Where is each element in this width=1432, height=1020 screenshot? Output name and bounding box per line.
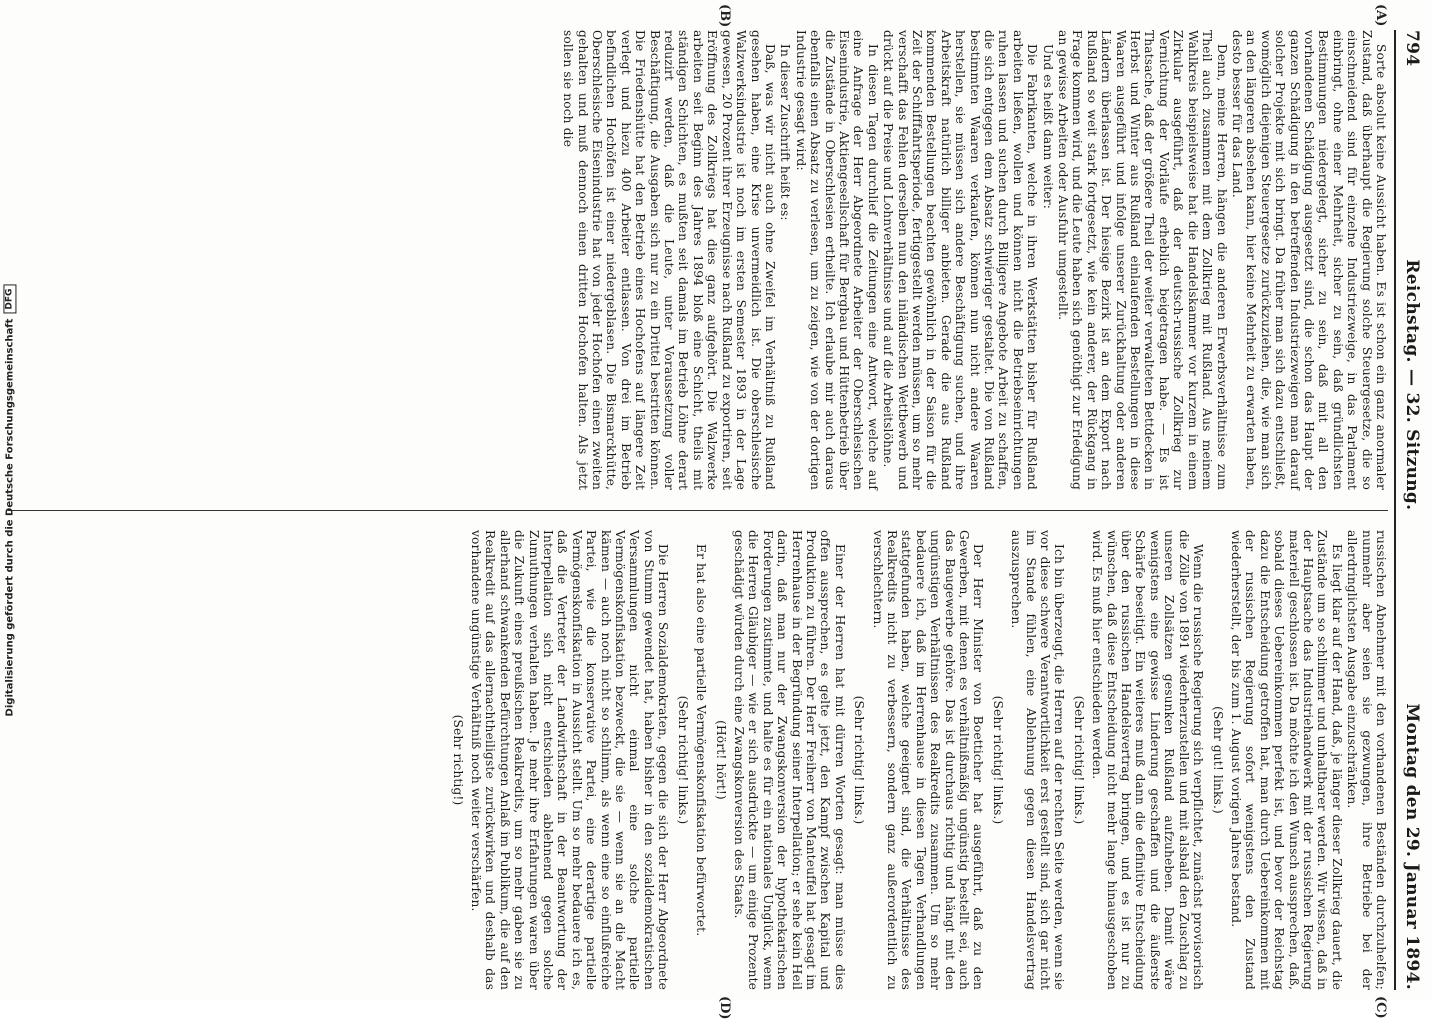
- interjection: (Sehr richtig! links.): [852, 695, 867, 825]
- paragraph: In diesen Tagen durchlief die Zeitungen eine Antwort, welche auf eine Anfrage der Herr Abgeordnete Arbeiter der Oberschlesischen Eisenindustrie, Aktiengesellschaft für Bergbau und Hüttenbetrieb über die Zustände in Oberschlesien ertheilte. Ich erlaube mir auch daraus ebenfalls einen Absatz zu verlesen, um zu zeigen, wie von der dortigen Industrie gesagt wird:: [793, 30, 880, 490]
- paragraph: Es liegt klar auf der Hand, daß, je länger dieser Zollkrieg dauert, die Zustände um so schlimmer und unhaltbarer werden. Wir wissen, daß in der Hauptsache das Industriehandwerk mit der russischen Regierung materiell geschlossen ist. Da möchte ich den Wunsch aussprechen, daß, sobald dieses Uebereinkommen perfekt ist, und bevor der Reichstag dazu die Entscheidung getroffen hat, man durch Uebereinkommen mit der russischen Regierung sofort wenigstens den Zustand wiederherstellt, der bis zum 1. August vorigen Jahres bestand.: [1228, 530, 1344, 990]
- page-number: 794: [1402, 30, 1422, 67]
- interjection: (Sehr richtig! links.): [675, 695, 690, 825]
- dfg-logo: DFG: [4, 284, 17, 313]
- session-date: Montag den 29. Januar 1894.: [1402, 703, 1422, 990]
- margin-marker-a: (A): [1373, 4, 1388, 27]
- digitization-credit: [0, 0, 20, 1000]
- paragraph: Er hat also eine partielle Vermögenskonfiskation befürwortet.: [694, 544, 709, 937]
- paragraph: Daß, was wir nicht auch ohne Zweifel im Verhältniß zu Rußland gesehen haben, eine Krise unvermeidlich ist. Die oberschlesische Walzwerksindustrie ist noch im ersten Semester 1893 in der Lage gewesen, 20 Prozent ihrer Erzeugnisse nach Rußland zu exportiren, seit Eröffnung des Zollkriegs hat dies ganz aufgehört. Die Walzwerke arbeiten seit Beginn des Jahres 1894 bloß eine Schicht, theils mit ständigen Schichten, es mußten seit damals im Betrieb Löhne derart reduzirt werden, daß die Leute, unter Voraussetzung voller Beschäftigung, die Ausgaben sich nur zu ein Drittel bestritten können. Die Friedenshütte hat den Betrieb eines Hochofens auf längere Zeit verlegt und hiezu 400 Arbeiter entlassen. Von drei im Betrieb befindlichen Hochöfen ist einer niedergeblasen. Die Bismarckhütte, Oberschlesische Eisenindustrie hat von jeder Hochofen einen zweiten gehalten und muß dennoch einen dritten Hochofen halten. Als jetzt sollen sie noch die: [561, 30, 777, 490]
- paragraph: Die Herren Sozialdemokraten, gegen die sich der Herr Abgeordnete von Stumm gewendet hat, haben bisher in den sozialdemokratischen Versammlungen nicht einmal eine solche partielle Vermögenskonfiskation bezweckt, die sie — wenn sie an die Macht kämen — auch noch nicht so schlimm, als wenn eine so einflußreiche Partei, wie die konservative Partei, eine derartige partielle Vermögenskonfiskation in Aussicht stellt. Um so mehr bedauere ich es, daß die Vertreter der Landwirthschaft in der Beantwortung der Interpellation sich nicht entschieden ablehnend gegen solche Zumuthungen verhalten haben. Je mehr ihre Erfahrungen waren über die Zukunft eines preußischen Realkredits, um so mehr gaben sie zu allerhand schwankenden Befürchtungen Anlaß im Publikum, die auf den Realkredit auf das allernachtheiligste zurückwirken und deshalb das vorhandene ungünstige Verhältniß noch weiter verschärfen.: [469, 530, 671, 990]
- interjection: (Sehr richtig!): [450, 714, 465, 806]
- margin-marker-c: (C): [1373, 996, 1388, 1019]
- digitization-credit-text: Digitalisierung gefördert durch die Deutsche Forschungsgemeinschaft: [4, 318, 16, 716]
- margin-marker-b: (B): [717, 4, 732, 28]
- paragraph: In dieser Zuschrift heißt es:: [778, 44, 793, 221]
- interjection: (Sehr gut! links.): [1210, 706, 1225, 814]
- session-title: Reichstag. — 32. Sitzung.: [1402, 259, 1422, 511]
- interjection: (Sehr richtig! links.): [1071, 695, 1086, 825]
- paragraph: Wenn die russische Regierung sich verpflichtet, zunächst provisorisch die Zölle von 1891 wiederherzustellen und mit alsbald den Zuschlag zu unseren Zollsätzen gesunken Rußland aufzuheben. Damit wäre wenigstens eine gewisse Linderung geschaffen und die äußerste Schärfe beseitigt. Ein weiteres muß dann die definitive Entscheidung über den russischen Handelsvertrag bringen, und es ist nur zu wünschen, daß diese Entscheidung nicht mehr lange hinausgeschoben wird. Es muß hier entschieden werden.: [1090, 530, 1206, 990]
- header-rule: [1394, 30, 1396, 990]
- paragraph: Die Fabrikanten, welche in ihren Werkstätten bisher für Rußland arbeiten ließen, wollen und können nicht die Betriebseinrichtungen ruhen lassen und suchen durch Billigere Angebote Arbeit zu schaffen, die sich entgegen dem Absatz schwieriger gestaltet. Die von Rußland bestimmten Waaren verkaufen, können nun nicht andere Waaren herstellen, sie müssen sich andere Beschäftigung suchen, und ihre Arbeitskraft natürlich billiger anbieten. Gerade die aus Rußland kommenden Bestellungen beachten gewöhnlich in der Saison für die Zeit der Schifffahrtsperiode, fertiggestellt werden müssen, um so mehr verschafft das Fehlen derselben nun den inländischen Wettbewerb und drückt auf die Preise und Lohnverhältnisse und auf die Arbeitslöhne.: [881, 30, 1040, 490]
- paragraph: Und es heißt dann weiter:: [1040, 44, 1055, 209]
- page-header: [1402, 30, 1432, 990]
- text-column-right: [445, 530, 1388, 990]
- text-column-left: [560, 30, 1388, 490]
- paragraph: Der Herr Minister von Boetticher hat ausgeführt, daß zu den Gewerben, mit denen es verhältnißmäßig ungünstig bestellt sei, auch das Baugewerbe gehöre. Das ist durchaus richtig und hängt mit den ungünstigen Verhältnissen des Realkredits zusammen. Um so mehr bedauere ich, daß im Herrenhause in diesen Tagen Verhandlungen stattgefunden haben, welche geeignet sind, die Verhältnisse des Realkredits nicht zu verbessern, sondern ganz außerordentlich zu verschlechtern.: [870, 530, 986, 990]
- paragraph: Einer der Herren hat mit dürren Worten gesagt: man müsse dies offen aussprechen, es gelte jetzt, den Kampf zwischen Kapital und Produktion zu führen. Der Herr Freiherr von Manteuffel hat gesagt im Herrenhause in der Begründung seiner Interpellation; er sehe kein Heil darin, daß man nur der Zwangskonversion der hypothekarischen Forderungen zustimmte, und halte es für ein nationales Unglück, wenn die Herren Gläubiger — wie er sich ausdrückte — um einige Prozente geschädigt würden durch eine Zwangskonversion des Staats.: [731, 530, 847, 990]
- paragraph: Ich bin überzeugt, die Herren auf der rechten Seite werden, wenn sie vor diese schwere Verantwortlichkeit erst gestellt sind, sich gar nicht im Stande fühlen, eine Ablehnung gegen diesen Handelsvertrag auszusprechen.: [1009, 530, 1067, 990]
- margin-marker-d: (D): [717, 996, 732, 1020]
- paragraph: russischen Abnehmer mit den vorhandenen Beständen durchzuhelfen; nunmehr aber seien sie gezwungen, ihre Betriebe bei der allerdringlichsten Ausgabe einzuschränken.: [1345, 530, 1388, 990]
- paragraph: Sorte absolut keine Aussicht haben. Es ist schon ein ganz anormaler Zustand, daß überhaupt die Regierung solche Steuergesetze, die so einschneidend sind für einzelne Industriezweige, in das Parlament einbringt, ohne einer Mehrheit, sicher zu sein, daß gründlichsten Bestimmungen niedergelegt, sicher zu sein, daß mit all den vorhandenen Schädigung ausgesetzt sind, die schon das Haupt der ganzen Schädigung in den betreffenden Industriezweigen man darauf solcher Projekte mit sich bringt. Da früher man sich dazu entschließt, womöglich diejenigen Steuergesetze zurückzuziehen, die, wie man sich an den längeren absehen kann, hier keine Mehrheit zu erwarten haben, desto besser für das Land.: [1229, 30, 1388, 490]
- interjection: (Sehr richtig! links.): [990, 695, 1005, 825]
- paragraph: Denn, meine Herren, hängen die anderen Erwerbsverhältnisse zum Theil auch zusammen mit dem Zollkrieg mit Rußland. Aus meinem Wahlkreis beispielsweise hat die Handelskammer vor kurzem in einem Zirkular ausgeführt, daß der deutsch-russische Zollkrieg zur Vernichtung der Vorläufe erheblich beigetragen habe. — Es ist Thatsache, daß der größere Theil der weiter verwalteten Bettdecken in Herbst und Winter aus Rußland einlaufenden Bestellungen in diese Waaren ausgeführt und infolge unserer Zurückhaltung oder anderen Ländern überlassen ist. Der hiesige Bezirk ist an dem Export nach Rußland so weit stark fortgesetzt, wie kein anderer, der Rückgang in Frage kommen wird, und die Leute haben sich genöthigt zur Erledigung an gewisse Arbeiten oder Ausfuhr umgestellt.: [1056, 30, 1229, 490]
- interjection: (Hört! hört!): [713, 720, 728, 800]
- column-divider: [8, 510, 1388, 511]
